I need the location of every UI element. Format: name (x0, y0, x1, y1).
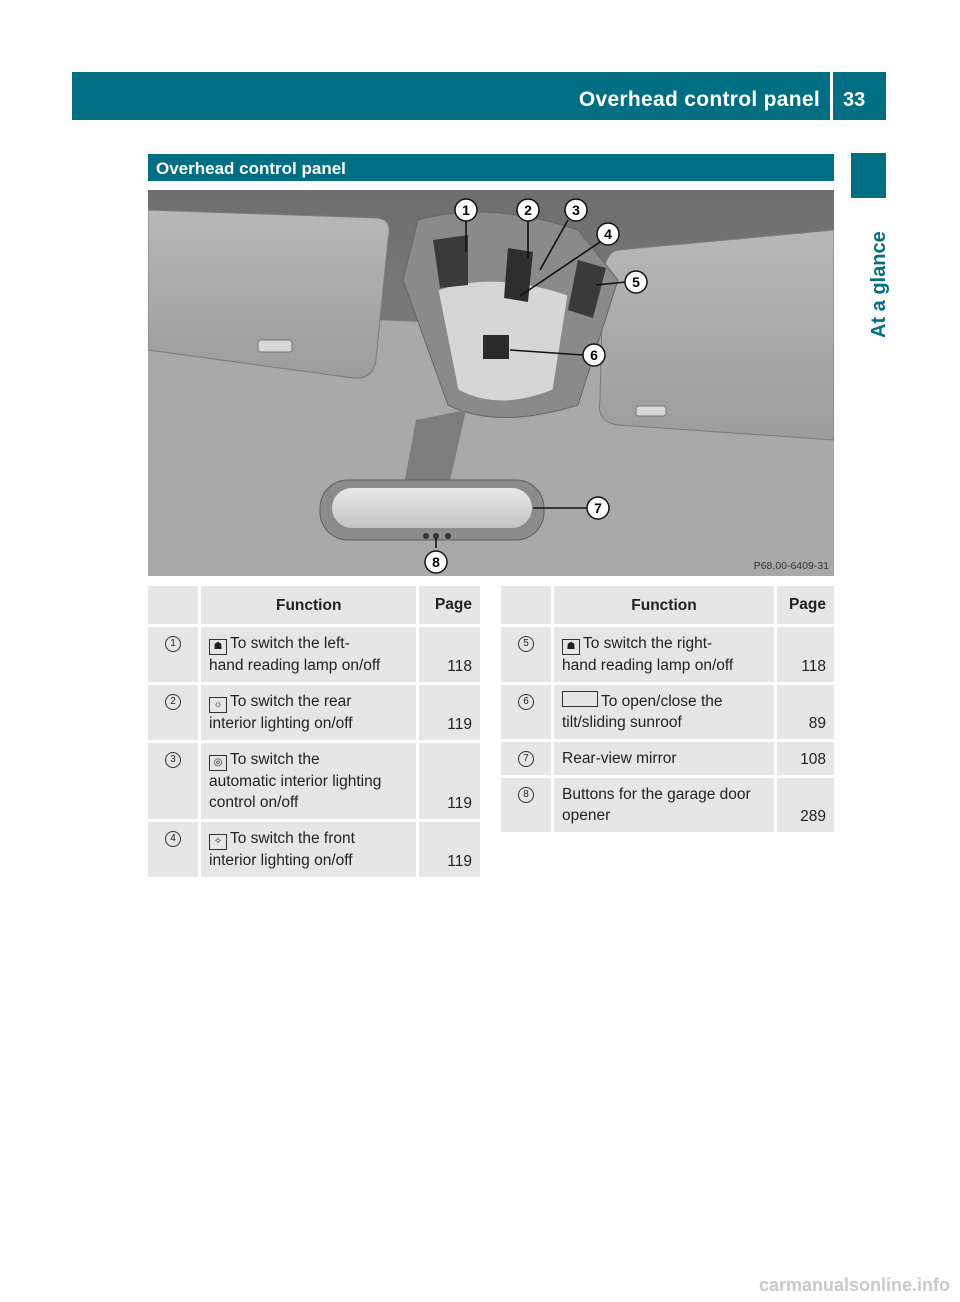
function-text-line: interior lighting on/off (209, 852, 353, 869)
callout-number-badge: 1 (165, 636, 181, 652)
row-page-ref: 118 (419, 627, 480, 682)
page-number: 33 (843, 89, 866, 111)
table-header-row (148, 586, 480, 624)
callout-2-label: 2 (524, 202, 532, 218)
reading-lamp-icon: ☗ (562, 639, 580, 655)
row-page-ref: 89 (777, 685, 834, 739)
header-separator (830, 72, 833, 120)
callout-1-label: 1 (462, 202, 470, 218)
function-text-line: interior lighting on/off (209, 715, 353, 732)
function-table-left (148, 583, 480, 880)
header-bar (72, 72, 886, 120)
front-light-icon: ✧ (209, 834, 227, 850)
callout-6-label: 6 (590, 347, 598, 363)
row-number (501, 778, 554, 832)
col-function-header: Function (554, 586, 777, 624)
function-text-line: Rear-view mirror (562, 750, 677, 767)
row-number (501, 627, 554, 682)
row-page-ref: 289 (777, 778, 834, 832)
row-function (201, 627, 419, 682)
function-text-line: opener (562, 807, 611, 824)
col-page-header: Page (777, 586, 834, 624)
row-function (554, 778, 777, 832)
callout-number-badge: 2 (165, 694, 181, 710)
callout-number-badge: 4 (165, 831, 181, 847)
row-function (201, 822, 419, 877)
row-page-ref: 119 (419, 822, 480, 877)
sunroof-icon (562, 691, 598, 707)
section-heading: Overhead control panel (148, 154, 834, 181)
auto-light-icon: ◎ (209, 755, 227, 771)
callout-3-label: 3 (572, 202, 580, 218)
function-text-line: automatic interior lighting (209, 773, 382, 790)
row-page-ref: 118 (777, 627, 834, 682)
table-row (501, 627, 834, 682)
header-title: Overhead control panel (578, 88, 820, 111)
table-row (501, 742, 834, 775)
row-function (554, 627, 777, 682)
callout-number-badge: 5 (518, 636, 534, 652)
overhead-panel-figure (148, 190, 834, 576)
row-function (554, 742, 777, 775)
function-text-line: hand reading lamp on/off (209, 657, 381, 674)
watermark: carmanualsonline.info (758, 1275, 950, 1295)
table-row (148, 822, 480, 877)
col-page-header: Page (419, 586, 480, 624)
callout-number-badge: 8 (518, 787, 534, 803)
function-text-line: To switch the front (230, 830, 355, 847)
table-row (501, 685, 834, 739)
row-page-ref: 119 (419, 685, 480, 740)
overhead-panel-illustration (148, 190, 834, 576)
function-text-line: To switch the right- (583, 635, 713, 652)
function-text-line: control on/off (209, 794, 299, 811)
function-text-line: To open/close the (601, 693, 723, 710)
row-function (201, 685, 419, 740)
row-page-ref: 119 (419, 743, 480, 819)
reading-lamp-icon: ☗ (209, 639, 227, 655)
function-text-line: To switch the left- (230, 635, 350, 652)
row-number (501, 685, 554, 739)
table-row (148, 743, 480, 819)
function-table-right (501, 583, 834, 835)
col-number-header (501, 586, 554, 624)
table-header-row (501, 586, 834, 624)
table-row (501, 778, 834, 832)
callout-number-badge: 6 (518, 694, 534, 710)
side-tab-marker (851, 153, 886, 198)
function-text-line: To switch the rear (230, 693, 352, 710)
callout-5-label: 5 (632, 274, 640, 290)
row-page-ref: 108 (777, 742, 834, 775)
table-row (148, 685, 480, 740)
row-number (148, 822, 201, 877)
callout-8-label: 8 (432, 554, 440, 570)
row-function (554, 685, 777, 739)
row-number (148, 743, 201, 819)
callout-7-label: 7 (594, 500, 602, 516)
function-text-line: hand reading lamp on/off (562, 657, 734, 674)
side-tab-label: At a glance (868, 231, 890, 338)
callout-number-badge: 3 (165, 752, 181, 768)
function-text-line: Buttons for the garage door (562, 786, 751, 803)
function-text-line: To switch the (230, 751, 320, 768)
row-number (501, 742, 554, 775)
col-number-header (148, 586, 201, 624)
callout-4-label: 4 (604, 226, 612, 242)
row-number (148, 685, 201, 740)
row-function (201, 743, 419, 819)
figure-code: P68.00-6409-31 (753, 560, 829, 572)
col-function-header: Function (201, 586, 419, 624)
rear-light-icon: ☼ (209, 697, 227, 713)
callout-number-badge: 7 (518, 751, 534, 767)
table-row (148, 627, 480, 682)
function-text-line: tilt/sliding sunroof (562, 714, 682, 731)
row-number (148, 627, 201, 682)
